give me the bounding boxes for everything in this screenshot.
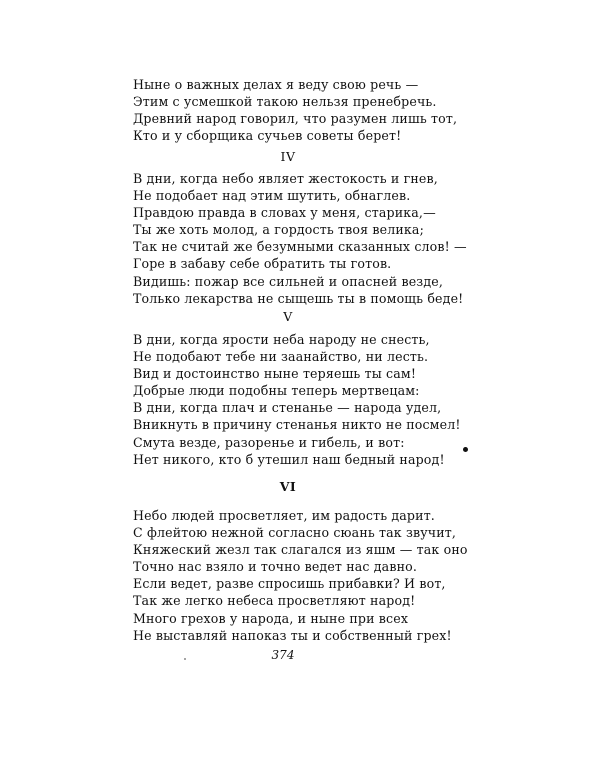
verse-line: В дни, когда ярости неба народу не снесть, bbox=[133, 332, 430, 347]
verse-line: Ты же хоть молод, а гордость твоя велика; bbox=[133, 222, 424, 238]
verse-line: Княжеский жезл так слагался из яшм — так оно bbox=[133, 542, 468, 558]
verse-line: Точно нас взяло и точно ведет нас давно. bbox=[133, 559, 417, 575]
verse-line: Смута везде, разоренье и гибель, и вот: bbox=[133, 434, 405, 450]
verse-line: Горе в забаву себе обратить ты готов. bbox=[133, 256, 392, 272]
verse-line: Правдою правда в словах у меня, старика,— bbox=[133, 205, 436, 221]
verse-line: С флейтою нежной согласно сюань так звучит, bbox=[133, 525, 457, 541]
section-heading-iv: IV bbox=[280, 149, 296, 164]
verse-line: Не подобает над этим шутить, обнаглев. bbox=[133, 188, 411, 204]
verse-line: Добрые люди подобны теперь мертвецам: bbox=[133, 383, 420, 399]
verse-line: Небо людей просветляет, им радость дарит. bbox=[133, 508, 435, 523]
verse-line: В дни, когда плач и стенанье — народа удел, bbox=[133, 400, 442, 416]
verse-line: Так не считай же безумными сказанных слов! — bbox=[133, 239, 467, 255]
page-number: 374 bbox=[271, 648, 295, 662]
verse-line: Нет никого, кто б утешил наш бедный народ! bbox=[133, 451, 445, 467]
verse-line: Этим с усмешкой такою нельзя пренебречь. bbox=[133, 94, 437, 110]
verse-line: Древний народ говорил, что разумен лишь тот, bbox=[133, 111, 458, 127]
verse-line: Не подобают тебе ни заанайство, ни лесть. bbox=[133, 349, 429, 365]
verse-line: Видишь: пожар все сильней и опасней везде, bbox=[133, 273, 443, 289]
verse-line: Ныне о важных делах я веду свою речь — bbox=[133, 77, 419, 92]
scan-speck bbox=[184, 658, 186, 660]
stanza-iv bbox=[133, 170, 467, 307]
verse-line: Много грехов у народа, и ныне при всех bbox=[133, 610, 409, 626]
verse-line: Только лекарства не сыщешь ты в помощь беде! bbox=[133, 290, 464, 306]
stanza-vi bbox=[133, 507, 468, 644]
verse-line: Не выставляй напоказ ты и собственный грех! bbox=[133, 627, 452, 643]
section-heading-vi: VI bbox=[279, 479, 297, 494]
verse-line: Вникнуть в причину стенанья никто не посмел! bbox=[133, 417, 461, 433]
scan-speck bbox=[463, 447, 468, 452]
stanza-continuation bbox=[133, 76, 458, 144]
verse-line: Кто и у сборщика сучьев советы берет! bbox=[133, 128, 402, 144]
stanza-v bbox=[133, 331, 461, 468]
verse-line: Если ведет, разве спросишь прибавки? И вот, bbox=[133, 576, 446, 592]
verse-line: В дни, когда небо являет жестокость и гнев, bbox=[133, 171, 438, 186]
section-heading-v: V bbox=[283, 309, 293, 324]
verse-line: Вид и достоинство ныне теряешь ты сам! bbox=[133, 366, 417, 382]
verse-line: Так же легко небеса просветляют народ! bbox=[133, 593, 416, 609]
